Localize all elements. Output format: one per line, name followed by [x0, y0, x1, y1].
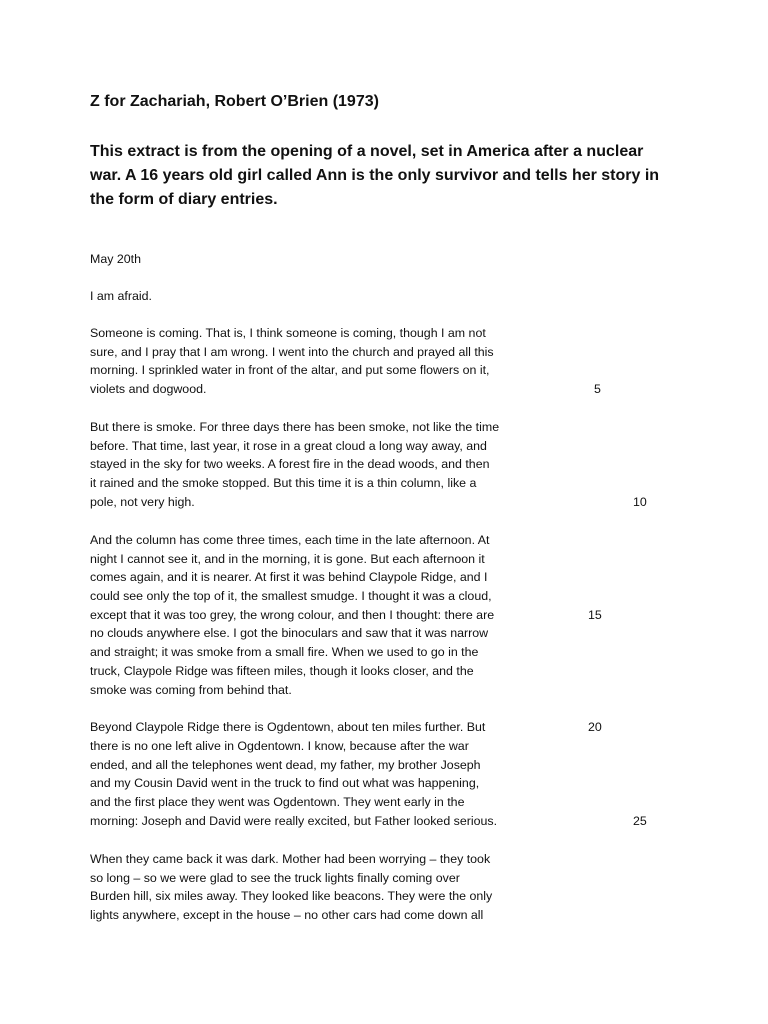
line-number: 20 — [588, 720, 602, 734]
text-line: ended, and all the telephones went dead, my father, my brother Joseph — [90, 758, 481, 772]
text-line: Burden hill, six miles away. They looked like beacons. They were the only — [90, 889, 493, 903]
document-title: Z for Zachariah, Robert O’Brien (1973) — [90, 93, 379, 110]
text-line: comes again, and it is nearer. At first it was behind Claypole Ridge, and I — [90, 570, 488, 584]
text-line: When they came back it was dark. Mother had been worrying – they took — [90, 852, 491, 866]
text-line: and the first place they went was Ogdentown. They went early in the — [90, 795, 465, 809]
intro-paragraph: This extract is from the opening of a novel, set in America after a nuclear war. A 16 years old girl called Ann is the only survivor and tells her story in the form of diary entries. — [90, 143, 660, 208]
text-line: before. That time, last year, it rose in a great cloud a long way away, and — [90, 439, 487, 453]
line-number: 15 — [588, 608, 602, 622]
text-line: truck, Claypole Ridge was fifteen miles, though it looks closer, and the — [90, 664, 474, 678]
text-line: But there is smoke. For three days there has been smoke, not like the time — [90, 420, 500, 434]
text-line: no clouds anywhere else. I got the binoculars and saw that it was narrow — [90, 626, 489, 640]
text-line: pole, not very high. — [90, 495, 195, 509]
text-line: morning. I sprinkled water in front of the altar, and put some flowers on it, — [90, 363, 490, 377]
line-number: 5 — [594, 382, 601, 396]
text-line: there is no one left alive in Ogdentown. I know, because after the war — [90, 739, 469, 753]
text-line: sure, and I pray that I am wrong. I went into the church and prayed all this — [90, 345, 494, 359]
text-line: Someone is coming. That is, I think someone is coming, though I am not — [90, 326, 486, 340]
text-line: could see only the top of it, the smallest smudge. I thought it was a cloud, — [90, 589, 492, 603]
text-line: stayed in the sky for two weeks. A forest fire in the dead woods, and then — [90, 457, 490, 471]
diary-date: May 20th — [90, 252, 141, 266]
text-line: night I cannot see it, and in the morning, it is gone. But each afternoon it — [90, 552, 485, 566]
text-line: lights anywhere, except in the house – no other cars had come down all — [90, 908, 484, 922]
text-line: except that it was too grey, the wrong colour, and then I thought: there are — [90, 608, 495, 622]
text-line: violets and dogwood. — [90, 382, 207, 396]
text-line: and straight; it was smoke from a small fire. When we used to go in the — [90, 645, 479, 659]
text-line: morning: Joseph and David were really excited, but Father looked serious. — [90, 814, 498, 828]
text-line: so long – so we were glad to see the truck lights finally coming over — [90, 871, 460, 885]
text-line: and my Cousin David went in the truck to find out what was happening, — [90, 776, 480, 790]
text-line: I am afraid. — [90, 289, 152, 303]
text-line: And the column has come three times, each time in the late afternoon. At — [90, 533, 490, 547]
text-line: Beyond Claypole Ridge there is Ogdentown, about ten miles further. But — [90, 720, 486, 734]
line-number: 25 — [633, 814, 647, 828]
text-line: smoke was coming from behind that. — [90, 683, 292, 697]
line-number: 10 — [633, 495, 647, 509]
text-line: it rained and the smoke stopped. But this time it is a thin column, like a — [90, 476, 477, 490]
